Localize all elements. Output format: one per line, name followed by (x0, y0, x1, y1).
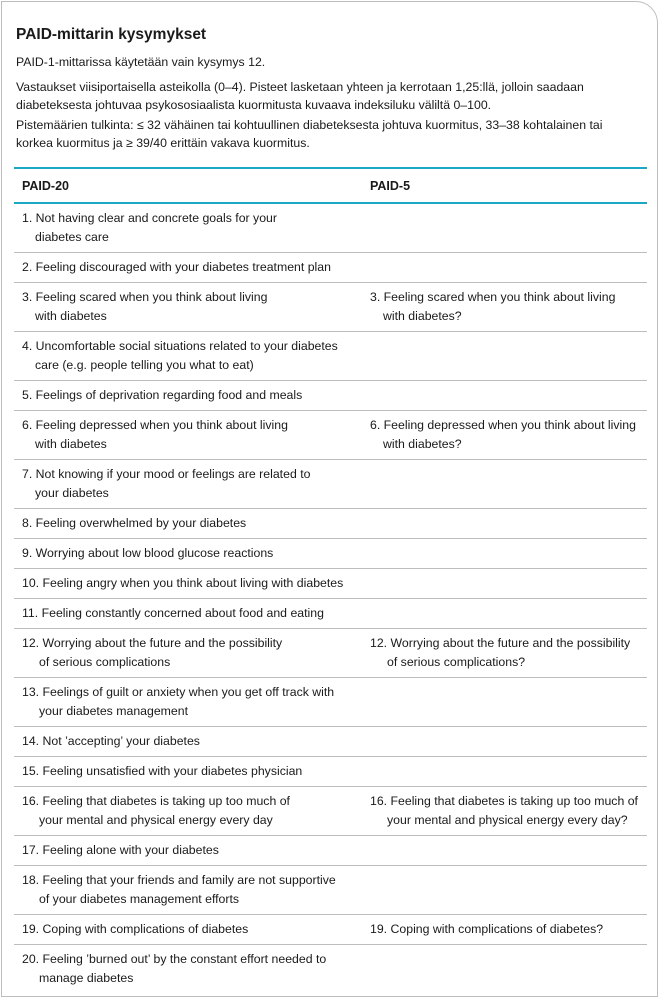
paid-5-cell (370, 920, 647, 939)
table-row (14, 866, 647, 915)
paid-20-text-cont: with diabetes (35, 309, 107, 323)
paid-20-cell (22, 288, 362, 326)
table-row (14, 539, 647, 569)
table-row (14, 381, 647, 411)
table-row (14, 915, 647, 945)
paid-20-text: 4. Uncomfortable social situations related to your diabetes (22, 339, 338, 353)
paid-20-text: 2. Feeling discouraged with your diabetes treatment plan (22, 260, 331, 274)
paid-20-text: 20. Feeling ’burned out’ by the constant effort needed to (22, 952, 327, 966)
paid-20-text: 3. Feeling scared when you think about living (22, 290, 268, 304)
paid-20-cell (22, 465, 362, 503)
paid-20-cell (22, 604, 362, 623)
paid-5-text-cont: your mental and physical energy every day? (387, 813, 628, 827)
paid-20-text-cont: diabetes care (35, 230, 109, 244)
paid-5-text-cont: with diabetes? (383, 437, 462, 451)
paid-5-cell (370, 792, 647, 830)
table-row (14, 629, 647, 678)
paid-20-cell (22, 416, 362, 454)
paid-20-text: 9. Worrying about low blood glucose reactions (22, 546, 274, 560)
paid-5-text: 19. Coping with complications of diabetes? (370, 922, 604, 936)
paid-20-text: 13. Feelings of guilt or anxiety when you get off track with (22, 685, 335, 699)
table-row (14, 945, 647, 994)
intro-paragraph-3 (16, 116, 646, 152)
intro-paragraph-3-line-2: korkea kuormitus ja ≥ 39/40 erittäin vakava kuormitus. (16, 136, 310, 150)
table-row (14, 460, 647, 509)
paid-20-text: 19. Coping with complications of diabetes (22, 922, 249, 936)
table-row (14, 411, 647, 460)
intro-paragraph-2 (16, 78, 646, 114)
paid-20-text-cont: manage diabetes (39, 971, 134, 985)
table-row (14, 332, 647, 381)
table-row (14, 727, 647, 757)
table-row (14, 283, 647, 332)
paid-20-text-cont: your diabetes management (39, 704, 189, 718)
paid-20-text: 16. Feeling that diabetes is taking up too much of (22, 794, 290, 808)
table-row (14, 757, 647, 787)
paid-20-cell (22, 209, 362, 247)
paid-5-text: 16. Feeling that diabetes is taking up too much of (370, 794, 638, 808)
paid-20-text: 12. Worrying about the future and the possibility (22, 636, 283, 650)
paid-5-text: 3. Feeling scared when you think about living (370, 290, 616, 304)
paid-20-cell (22, 920, 362, 939)
paid-20-text: 17. Feeling alone with your diabetes (22, 843, 219, 857)
paid-20-text: 14. Not ’accepting’ your diabetes (22, 734, 200, 748)
paid-5-text: 6. Feeling depressed when you think about living (370, 418, 636, 432)
paid-20-cell (22, 544, 362, 563)
paid-5-cell (370, 634, 647, 672)
table-header (14, 169, 647, 204)
question-table (14, 204, 647, 994)
intro-paragraph-2-line-2: diabeteksesta johtuvaa psykososiaalista kuormitusta kuvaava indeksiluku väliltä 0–100. (16, 98, 492, 112)
paid-20-text-cont: care (e.g. people telling you what to eat) (35, 358, 254, 372)
table-row (14, 204, 647, 253)
paid-20-text: 11. Feeling constantly concerned about food and eating (22, 606, 324, 620)
table-row (14, 599, 647, 629)
paid-20-cell (22, 871, 362, 909)
paid-20-text-cont: your diabetes (35, 486, 109, 500)
paid-20-text-cont: of serious complications (39, 655, 171, 669)
paid-20-text: 7. Not knowing if your mood or feelings are related to (22, 467, 311, 481)
intro-paragraph-1: PAID-1-mittarissa käytetään vain kysymys 12. (16, 55, 266, 69)
paid-5-cell (370, 288, 647, 326)
page-title: PAID-mittarin kysymykset (16, 26, 207, 43)
paid-5-text-cont: of serious complications? (387, 655, 526, 669)
paid-20-cell (22, 732, 362, 751)
header-paid-5: PAID-5 (370, 179, 411, 193)
paid-20-text-cont: with diabetes (35, 437, 107, 451)
paid-20-text: 10. Feeling angry when you think about living with diabetes (22, 576, 344, 590)
table-row (14, 678, 647, 727)
paid-20-cell (22, 514, 362, 533)
table-row (14, 836, 647, 866)
paid-20-cell (22, 337, 362, 375)
paid-20-text-cont: of your diabetes management efforts (39, 892, 240, 906)
paid-20-cell (22, 950, 362, 988)
intro-paragraph-2-line-1: Vastaukset viisiportaisella asteikolla (0–4). Pisteet lasketaan yhteen ja kerrotaan 1,25:llä, jolloin saadaan (16, 80, 584, 94)
intro-paragraph-3-line-1: Pistemäärien tulkinta: ≤ 32 vähäinen tai kohtuullinen diabeteksesta johtuva kuormitus, 33–38 kohtalainen tai (16, 118, 603, 132)
paid-20-cell (22, 841, 362, 860)
paid-20-text: 5. Feelings of deprivation regarding food and meals (22, 388, 303, 402)
table-row (14, 787, 647, 836)
paid-5-text-cont: with diabetes? (383, 309, 462, 323)
paid-20-cell (22, 792, 362, 830)
paid-card (1, 1, 658, 997)
table-row (14, 509, 647, 539)
paid-20-text: 15. Feeling unsatisfied with your diabetes physician (22, 764, 303, 778)
paid-20-text: 18. Feeling that your friends and family are not supportive (22, 873, 336, 887)
paid-20-cell (22, 574, 362, 593)
table-row (14, 569, 647, 599)
paid-20-text: 6. Feeling depressed when you think about living (22, 418, 288, 432)
paid-20-text: 1. Not having clear and concrete goals for your (22, 211, 277, 225)
table-row (14, 253, 647, 283)
paid-20-cell (22, 683, 362, 721)
paid-20-cell (22, 634, 362, 672)
paid-5-text: 12. Worrying about the future and the possibility (370, 636, 631, 650)
header-paid-20: PAID-20 (22, 179, 70, 193)
paid-5-cell (370, 416, 647, 454)
paid-20-cell (22, 258, 362, 277)
paid-20-cell (22, 386, 362, 405)
paid-20-cell (22, 762, 362, 781)
paid-20-text: 8. Feeling overwhelmed by your diabetes (22, 516, 247, 530)
paid-20-text-cont: your mental and physical energy every day (39, 813, 273, 827)
